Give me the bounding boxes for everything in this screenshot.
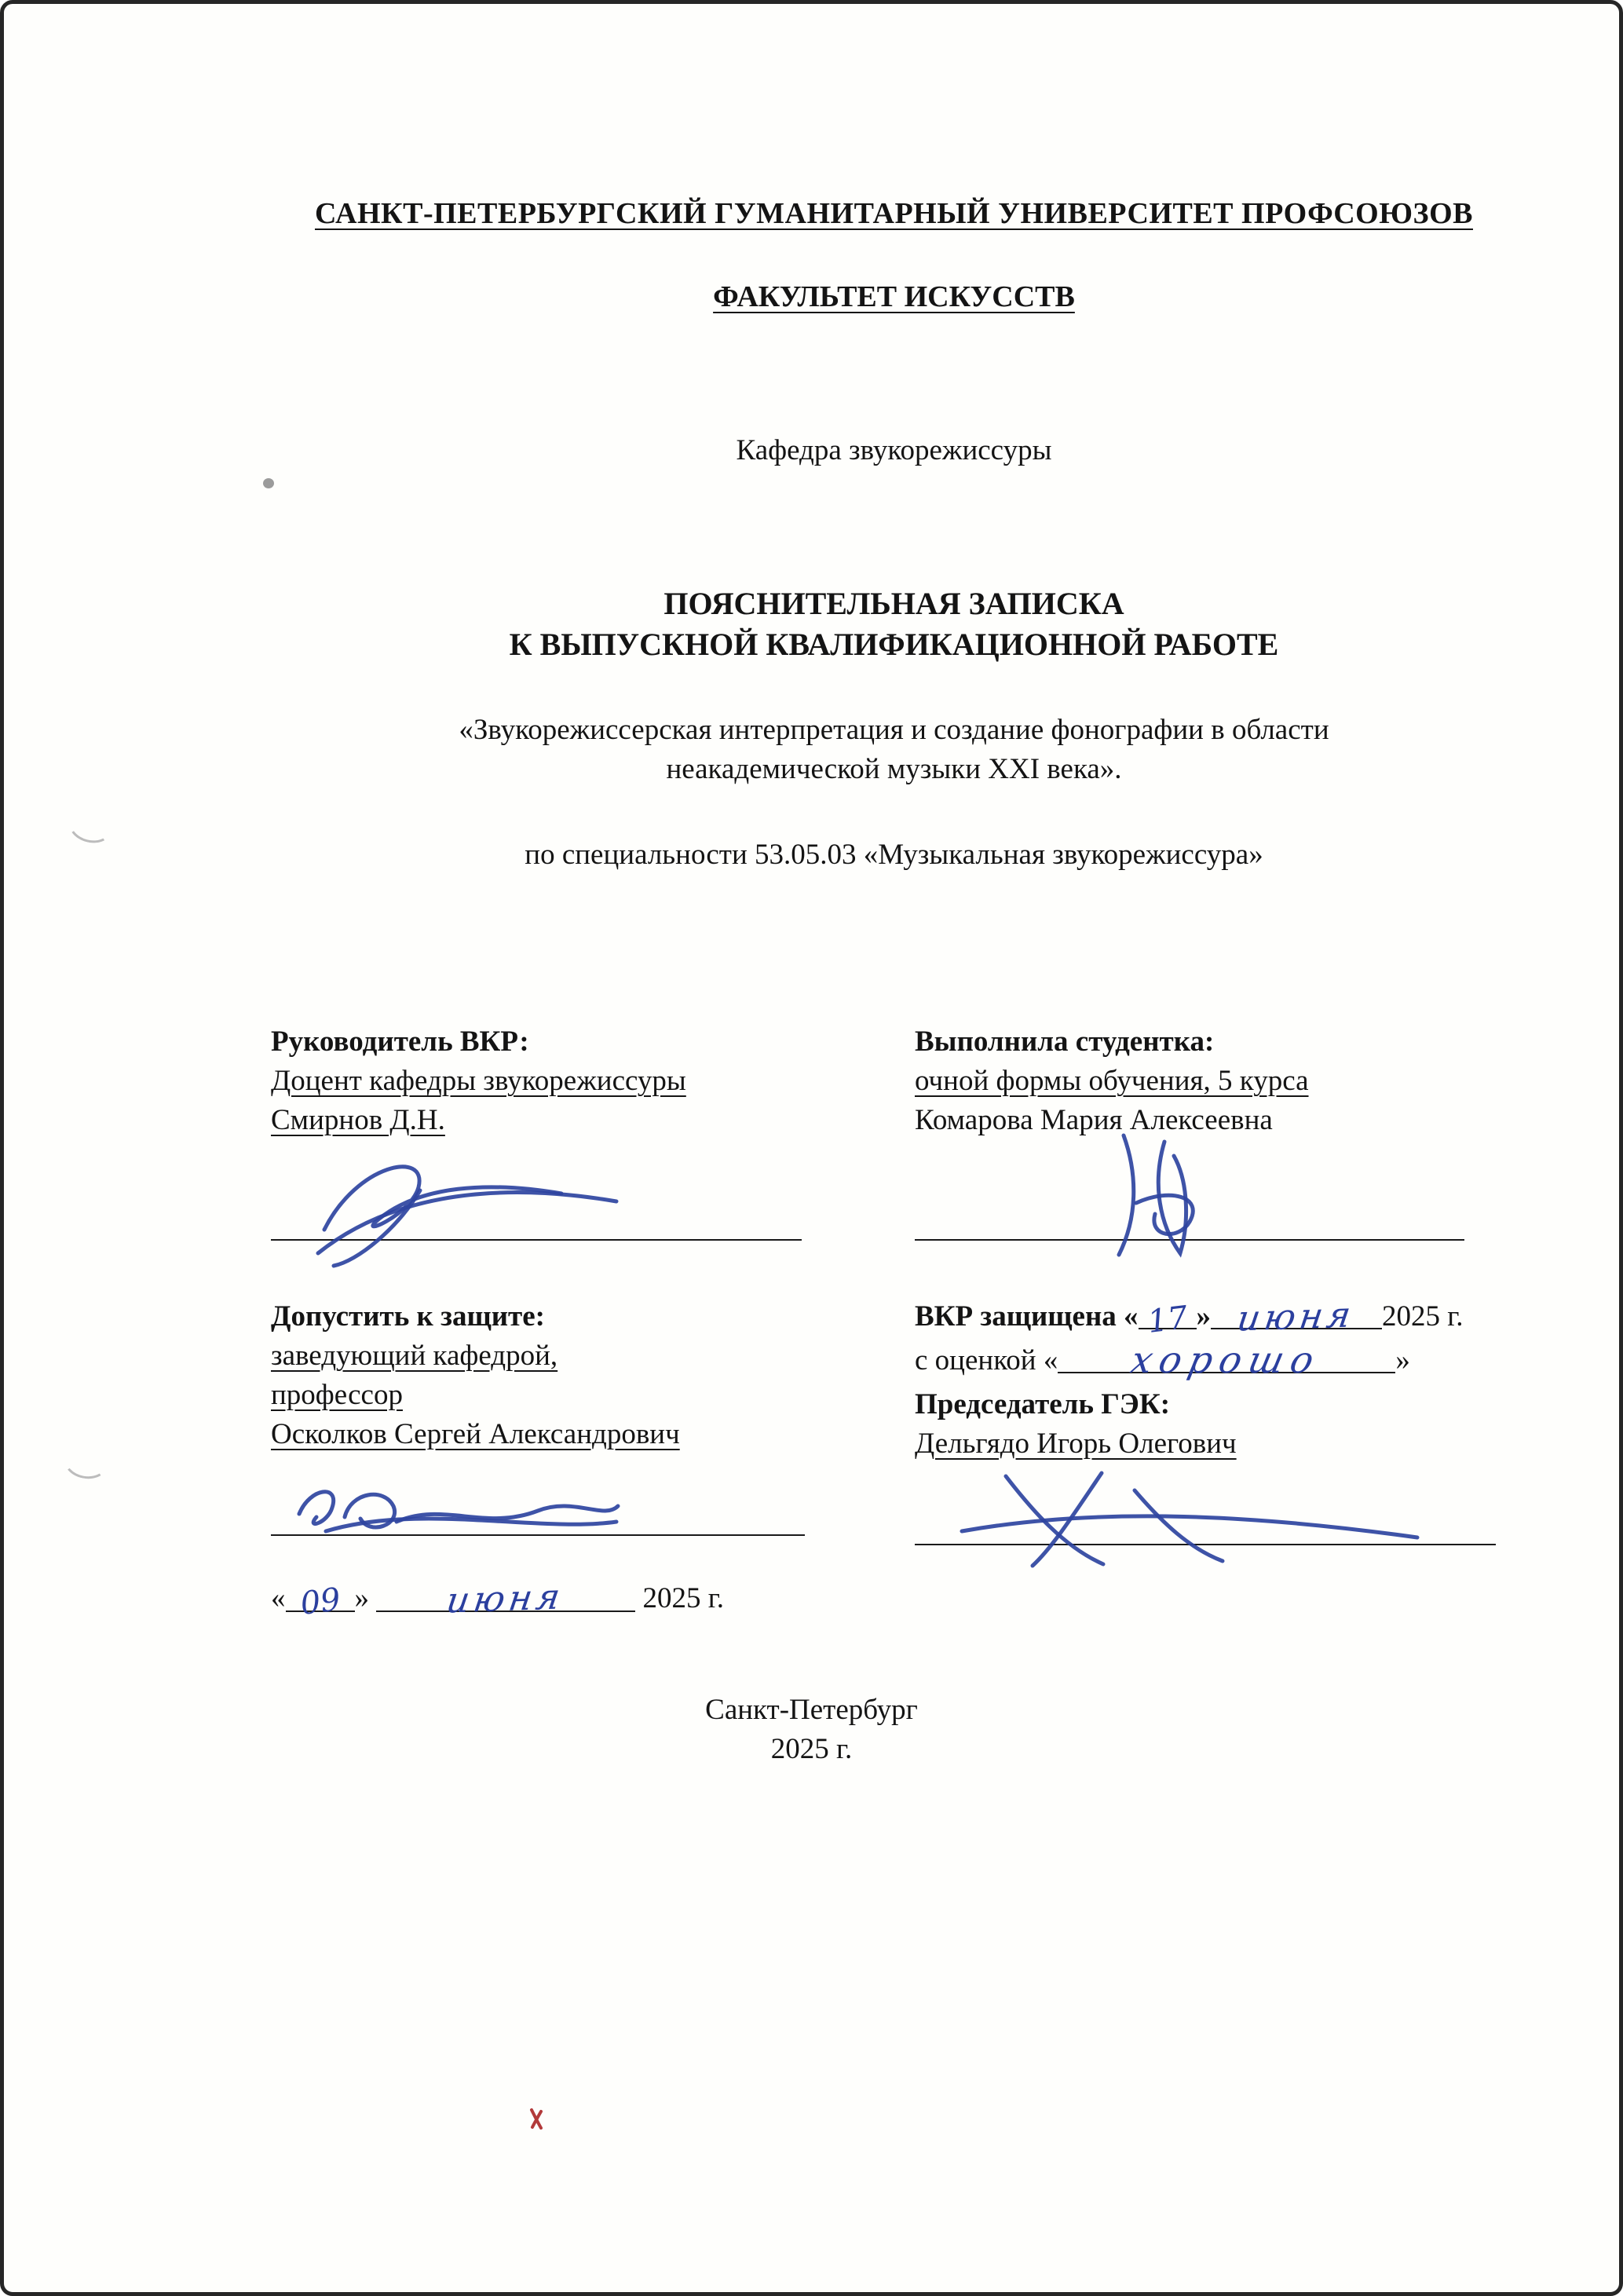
supervisor-signature-line (271, 1140, 802, 1241)
chairman-signature-line (915, 1463, 1496, 1545)
student-signature-ink (1064, 1121, 1237, 1270)
defense-date-line (915, 1293, 1517, 1340)
grade-close-quote: » (1395, 1344, 1410, 1377)
defense-day-handwritten: 17 (1146, 1299, 1190, 1340)
admission-signature-ink (279, 1456, 624, 1550)
defense-year: 2025 г. (1382, 1300, 1464, 1333)
university-name: САНКТ-ПЕТЕРБУРГСКИЙ ГУМАНИТАРНЫЙ УНИВЕРСИТЕТ ПРОФСОЮЗОВ (315, 197, 1473, 230)
admission-date-open-quote: « (271, 1582, 286, 1615)
student-name: Комарова Мария Алексеевна (915, 1103, 1273, 1136)
admission-line2: профессор (271, 1378, 403, 1411)
admission-date-year: 2025 г. (642, 1582, 725, 1615)
signatories-row-2 (271, 1293, 1517, 1623)
specialty-line: по специальности 53.05.03 «Музыкальная звукорежиссура» (525, 838, 1263, 871)
student-form-line: очной формы обучения, 5 курса (915, 1064, 1309, 1097)
admission-name: Осколков Сергей Александрович (271, 1417, 680, 1450)
thesis-topic-line2: неакадемической музыки XXI века». (666, 752, 1122, 785)
admission-line1: заведующий кафедрой, (271, 1339, 558, 1372)
thesis-topic-line1: «Звукорежиссерская интерпретация и создание фонографии в области (459, 714, 1329, 746)
supervisor-name: Смирнов Д.Н. (271, 1103, 445, 1136)
scan-artifact-speck (263, 478, 274, 488)
scan-artifact-arc (60, 1439, 111, 1482)
defense-block (915, 1293, 1517, 1616)
document-title-line2: К ВЫПУСКНОЙ КВАЛИФИКАЦИОННОЙ РАБОТЕ (509, 627, 1279, 662)
chairman-label: Председатель ГЭК: (915, 1387, 1171, 1420)
chairman-name: Дельгядо Игорь Олегович (915, 1427, 1237, 1460)
faculty-name: ФАКУЛЬТЕТ ИСКУССТВ (713, 280, 1075, 313)
admission-date-day-handwritten: 09 (298, 1581, 343, 1623)
scan-artifact-red-mark (527, 2107, 547, 2130)
document-title (271, 583, 1517, 665)
footer-city: Санкт-Петербург (705, 1694, 918, 1726)
defense-close-quote: » (1196, 1300, 1212, 1333)
supervisor-label: Руководитель ВКР: (271, 1025, 529, 1058)
supervisor-position: Доцент кафедры звукорежиссуры (271, 1064, 686, 1097)
chairman-signature-ink (930, 1456, 1433, 1574)
document-title-line1: ПОЯСНИТЕЛЬНАЯ ЗАПИСКА (663, 586, 1124, 621)
student-signature-line (915, 1140, 1464, 1241)
student-block (915, 1022, 1517, 1241)
supervisor-signature-ink (302, 1135, 632, 1277)
thesis-topic (271, 711, 1517, 789)
supervisor-block (271, 1022, 915, 1241)
student-label: Выполнила студентка: (915, 1025, 1215, 1058)
admission-signature-line (271, 1453, 805, 1536)
footer (4, 1691, 1619, 1769)
signatories-row-1 (271, 1022, 1517, 1241)
grade-prefix: с оценкой « (915, 1344, 1058, 1377)
admission-block (271, 1297, 915, 1623)
grade-line (915, 1338, 1517, 1382)
admission-label: Допустить к защите: (271, 1300, 545, 1333)
defense-open-quote: « (1124, 1300, 1139, 1333)
defense-label: ВКР защищена (915, 1300, 1117, 1333)
scan-artifact-arc (64, 802, 117, 848)
defense-month-handwritten: июня (1234, 1293, 1358, 1340)
department-name: Кафедра звукорежиссуры (736, 434, 1052, 466)
admission-date-close-quote: » (354, 1582, 369, 1615)
admission-date-row (271, 1575, 915, 1623)
footer-year: 2025 г. (770, 1732, 853, 1765)
grade-handwritten: хорошо (1127, 1338, 1325, 1382)
admission-date-month-handwritten: июня (444, 1575, 567, 1622)
